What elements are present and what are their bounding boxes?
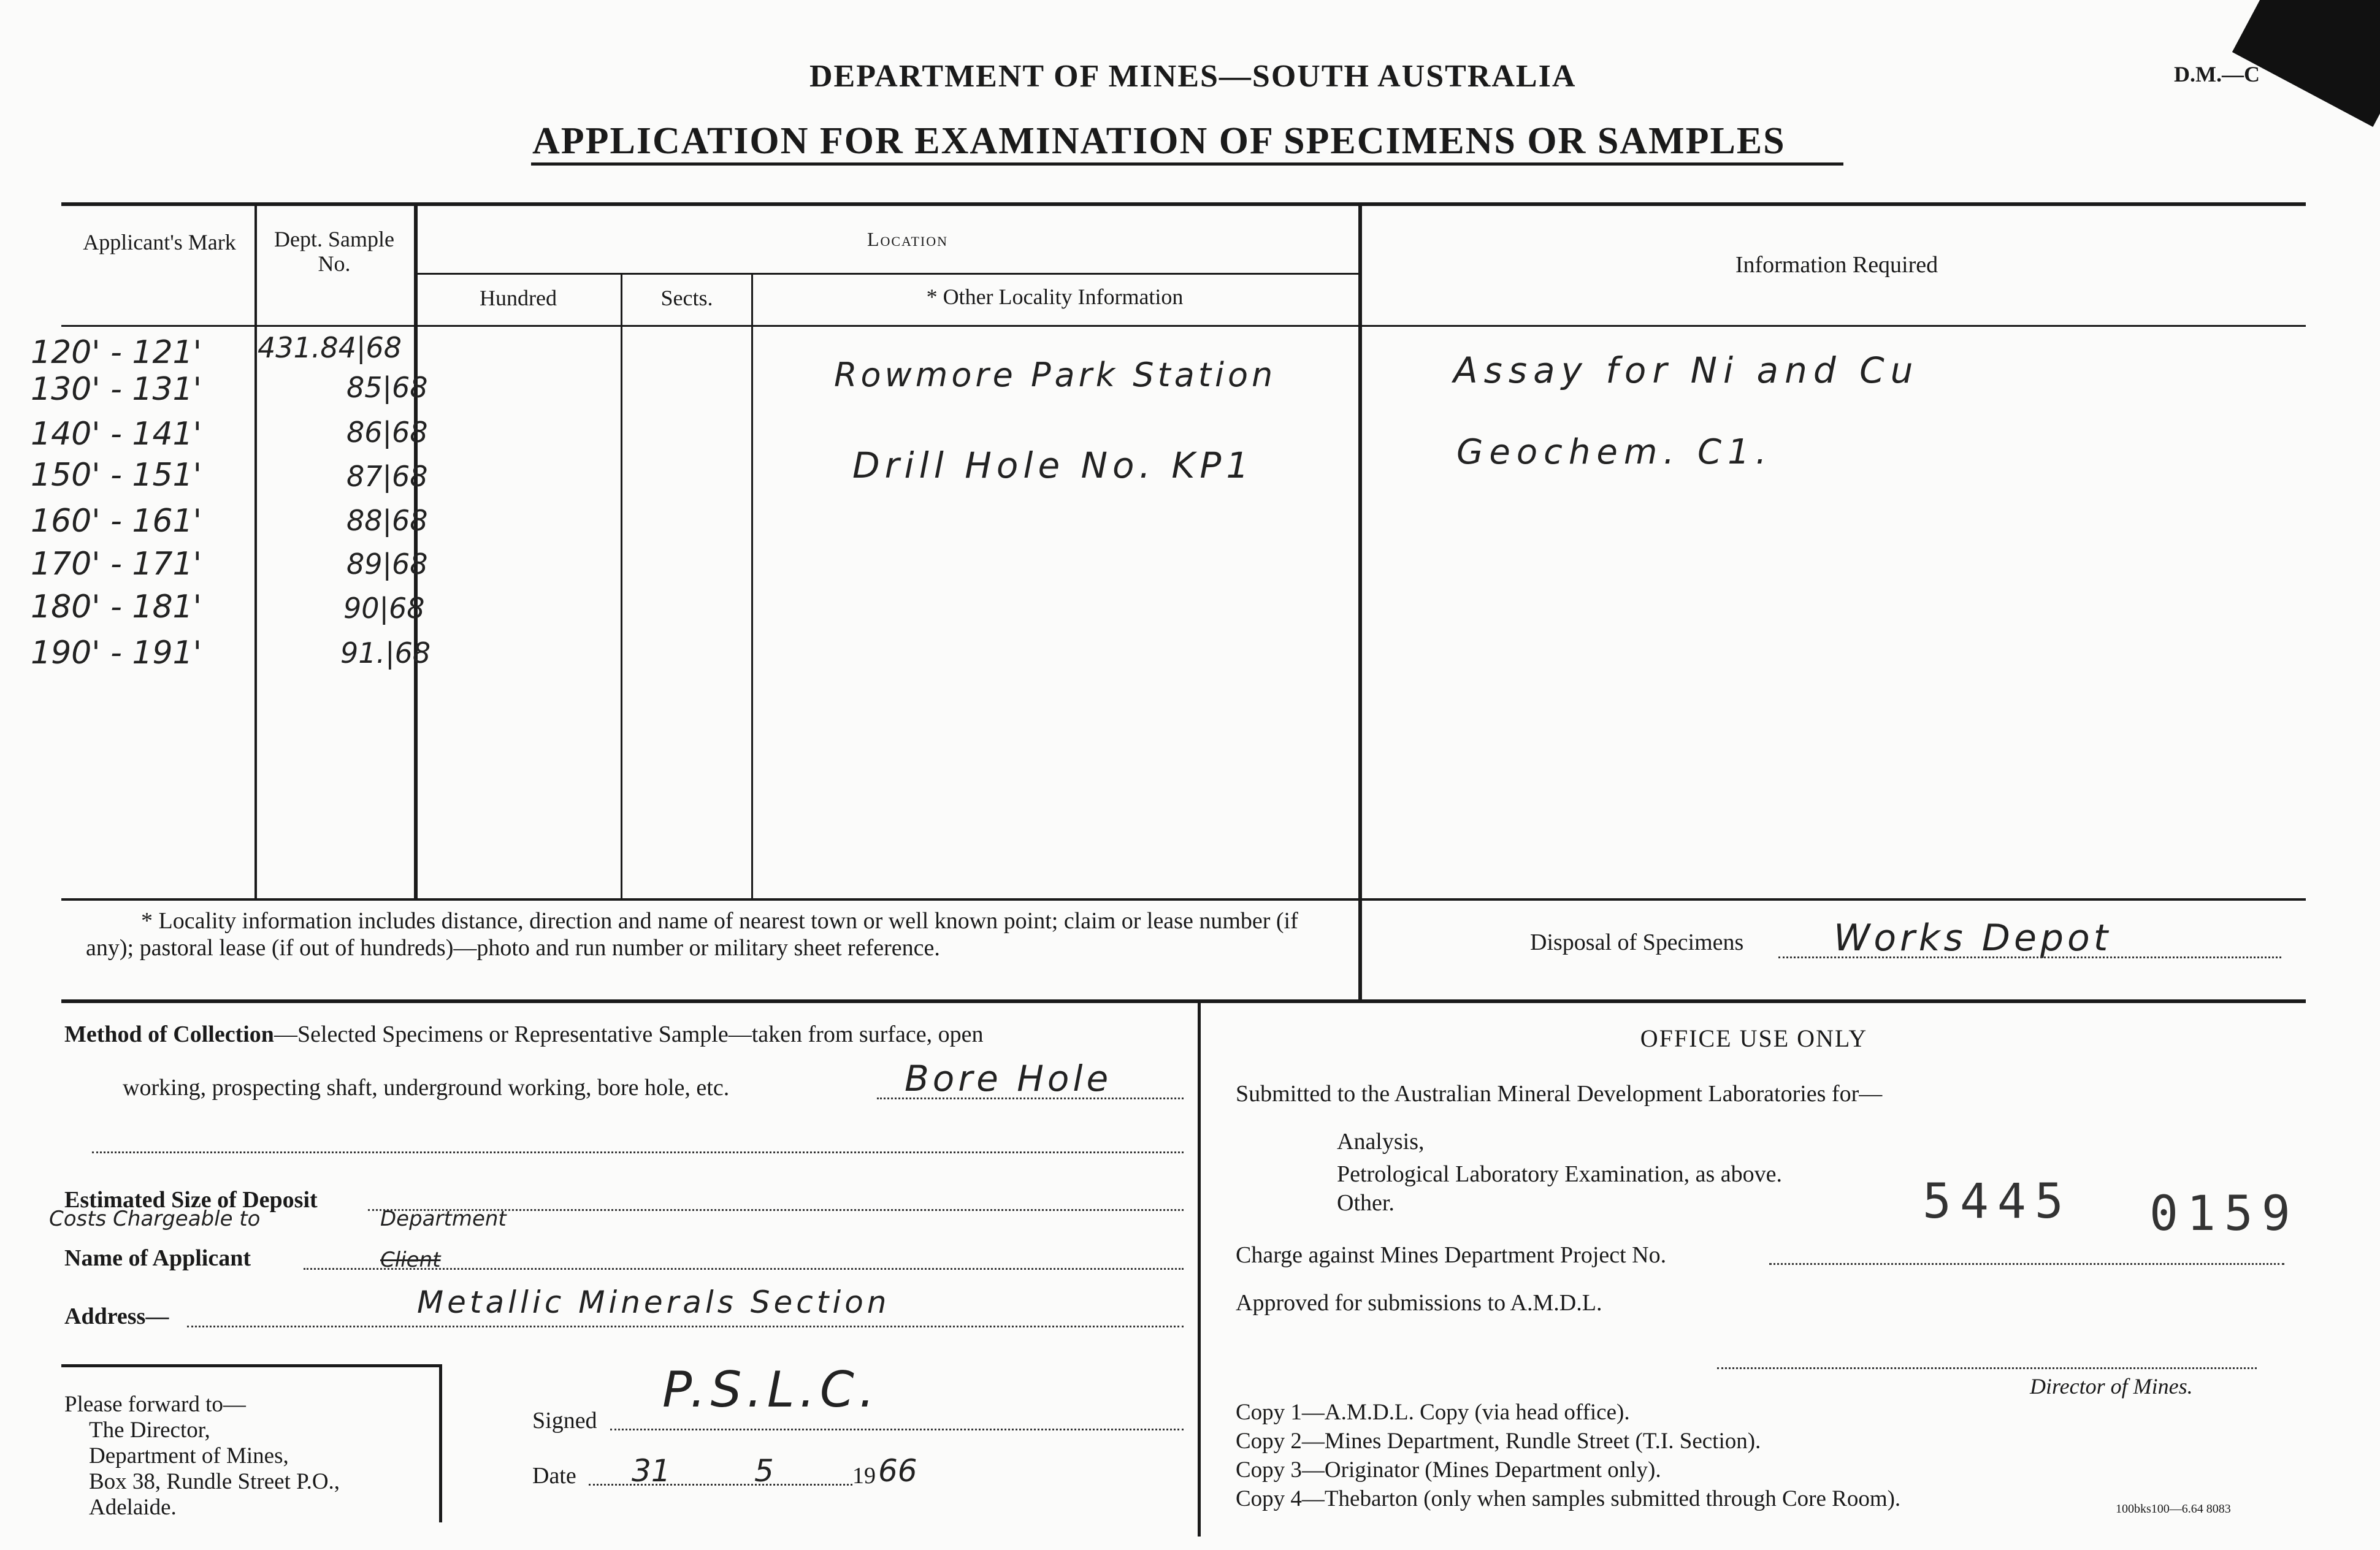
row-mark: 170' - 171'	[31, 546, 202, 582]
applicant-name-value: Client	[380, 1248, 441, 1272]
stamp-number-2: 0159	[2149, 1186, 2299, 1242]
row-sample-no: 431.84|68	[258, 331, 402, 364]
disposal-value: Works Depot	[1834, 917, 2112, 960]
header-dept-sample-no: Dept. Sample No.	[274, 227, 394, 276]
forward-box-top	[61, 1364, 442, 1367]
collection-line-1	[64, 1021, 983, 1048]
applicant-name-label: Name of Applicant	[64, 1245, 251, 1271]
office-petrological: Petrological Laboratory Examination, as above.	[1337, 1161, 1782, 1187]
row-sample-no: 90|68	[343, 592, 425, 625]
header-information-required: Information Required	[1735, 252, 1938, 278]
row-mark: 180' - 181'	[31, 589, 202, 625]
date-year-suffix: 66	[878, 1453, 917, 1489]
title-underline	[531, 162, 1843, 166]
footnote-bottom-border	[61, 999, 2306, 1003]
collection-text-2: working, prospecting shaft, underground working, bore hole, etc.	[123, 1075, 730, 1101]
date-label: Date	[532, 1463, 576, 1489]
forward-line-1: Please forward to—	[64, 1392, 246, 1417]
office-analysis: Analysis,	[1337, 1129, 1425, 1155]
disposal-label: Disposal of Specimens	[1530, 930, 1744, 955]
col-divider-1	[254, 206, 257, 899]
other-locality-line-1: Rowmore Park Station	[834, 356, 1277, 394]
row-mark: 190' - 191'	[31, 635, 202, 671]
table-bottom-border	[61, 898, 2306, 901]
header-hundred: Hundred	[480, 286, 557, 310]
address-label-text: Address	[64, 1304, 146, 1329]
collection-dotted-line-2	[92, 1151, 1184, 1153]
row-sample-no: 86|68	[346, 416, 428, 449]
director-signature-line	[1717, 1367, 2257, 1369]
office-use-title: OFFICE USE ONLY	[1640, 1025, 1868, 1052]
collection-dotted-line-1	[877, 1098, 1184, 1099]
address-dotted-line	[187, 1326, 1184, 1327]
header-applicants-mark: Applicant's Mark	[83, 230, 236, 254]
table-header-divider	[61, 325, 2306, 327]
information-required-line-1: Assay for Ni and Cu	[1453, 349, 1919, 391]
table-top-border	[61, 202, 2306, 206]
costs-chargeable-value: Department	[380, 1207, 507, 1231]
forward-line-2: The Director,	[89, 1418, 210, 1443]
forward-block	[64, 1392, 340, 1521]
signed-label: Signed	[532, 1408, 597, 1434]
row-sample-no: 87|68	[346, 460, 428, 493]
address-value: Metallic Minerals Section	[417, 1285, 890, 1320]
copy-1: Copy 1—A.M.D.L. Copy (via head office).	[1236, 1400, 1630, 1425]
form-title: APPLICATION FOR EXAMINATION OF SPECIMENS OR SAMPLES	[532, 120, 1786, 162]
copy-3: Copy 3—Originator (Mines Department only).	[1236, 1457, 1661, 1483]
locality-footnote: * Locality information includes distance, direction and name of nearest town or well known point; claim or lease number (if any); pastoral lease (if out of hundreds)—photo and run number or military sheet reference.	[86, 908, 1298, 961]
date-dotted-line	[589, 1484, 852, 1486]
row-sample-no: 89|68	[346, 548, 428, 581]
disposal-dotted-line	[1778, 956, 2281, 958]
signed-dotted-line	[610, 1429, 1184, 1430]
col-divider-5	[1358, 206, 1362, 1003]
director-label: Director of Mines.	[2030, 1374, 2193, 1399]
col-divider-3	[621, 275, 622, 899]
row-sample-no: 88|68	[346, 504, 428, 537]
copy-4: Copy 4—Thebarton (only when samples submitted through Core Room).	[1236, 1486, 1901, 1511]
signature: P.S.L.C.	[662, 1361, 880, 1418]
office-other: Other.	[1337, 1190, 1395, 1216]
address-label: Address—	[64, 1304, 169, 1329]
information-required-line-2: Geochem. C1.	[1456, 432, 1773, 472]
applicant-dotted-line	[304, 1268, 1184, 1270]
row-mark: 150' - 151'	[31, 457, 202, 494]
header-location: Location	[867, 228, 949, 250]
row-mark: 160' - 161'	[31, 503, 202, 540]
forward-line-3: Department of Mines,	[89, 1443, 289, 1468]
department-heading: DEPARTMENT OF MINES—SOUTH AUSTRALIA	[809, 59, 1577, 94]
office-charge-label: Charge against Mines Department Project No.	[1236, 1242, 1667, 1268]
print-code: 100bks100—6.64 8083	[2116, 1502, 2231, 1516]
collection-value: Bore Hole	[905, 1058, 1112, 1099]
collection-label: Method of Collection	[64, 1021, 274, 1047]
copy-2: Copy 2—Mines Department, Rundle Street (T.I. Section).	[1236, 1429, 1761, 1454]
row-sample-no: 85|68	[346, 371, 428, 404]
row-sample-no: 91.|68	[340, 636, 431, 670]
form-code: D.M.—C	[2174, 62, 2260, 86]
estimated-size-label: Estimated Size of Deposit	[64, 1187, 318, 1213]
forward-line-4: Box 38, Rundle Street P.O.,	[89, 1469, 340, 1494]
office-divider	[1198, 1003, 1201, 1537]
date-year-prefix: 19	[852, 1463, 876, 1489]
col-divider-4	[751, 275, 753, 899]
date-day: 31	[632, 1453, 671, 1489]
copy-list	[1236, 1398, 1900, 1513]
forward-box-right	[439, 1364, 442, 1522]
header-other-locality: * Other Locality Information	[926, 284, 1184, 309]
date-month: 5	[754, 1453, 774, 1489]
header-sects: Sects.	[660, 286, 713, 310]
collection-text-1: —Selected Specimens or Representative Sample—taken from surface, open	[274, 1021, 984, 1047]
row-mark: 120' - 121'	[31, 334, 202, 371]
row-mark: 140' - 141'	[31, 416, 202, 452]
stamp-number-1: 5445	[1923, 1174, 2072, 1229]
row-mark: 130' - 131'	[31, 371, 202, 408]
office-charge-dotted-line	[1769, 1263, 2284, 1265]
office-approved: Approved for submissions to A.M.D.L.	[1236, 1290, 1602, 1316]
office-submitted: Submitted to the Australian Mineral Development Laboratories for—	[1236, 1081, 1883, 1107]
other-locality-line-2: Drill Hole No. KP1	[852, 445, 1254, 486]
location-subheader-line	[417, 273, 1358, 275]
costs-chargeable-label: Costs Chargeable to	[49, 1207, 261, 1231]
forward-line-5: Adelaide.	[89, 1495, 177, 1520]
